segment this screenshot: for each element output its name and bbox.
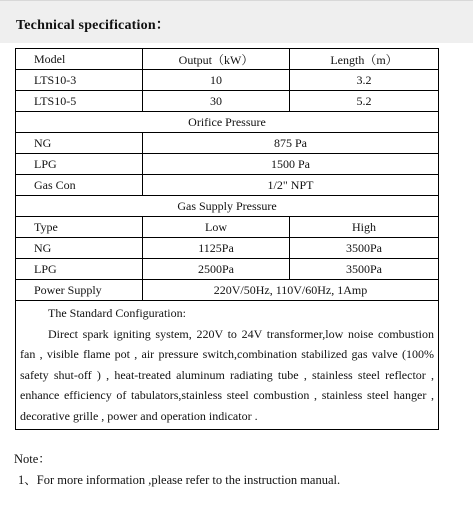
table-row (16, 175, 439, 196)
model-cell: LTS10-5 (16, 91, 143, 112)
gas-type-cell: NG (16, 238, 143, 259)
orifice-value-cell: 875 Pa (143, 133, 439, 154)
table-row (16, 133, 439, 154)
table-row (16, 217, 439, 238)
model-cell: LTS10-3 (16, 70, 143, 91)
low-pressure-cell: 1125Pa (143, 238, 290, 259)
high-pressure-cell: 3500Pa (290, 259, 439, 280)
orifice-label-cell: NG (16, 133, 143, 154)
standard-config-row (16, 301, 439, 430)
orifice-value-cell: 1500 Pa (143, 154, 439, 175)
standard-config-cell (16, 301, 439, 430)
length-cell: 3.2 (290, 70, 439, 91)
header-cell-output: Output（kW） (143, 49, 290, 70)
header-cell-type: Type (16, 217, 143, 238)
power-supply-value: 220V/50Hz, 110V/60Hz, 1Amp (143, 280, 439, 301)
spec-table (15, 48, 439, 430)
standard-config-body: Direct spark igniting system, 220V to 24V transformer,low noise combustion fan , visible flame pot , air pressure switch,combination stabilized gas valve (100% safety shut-off ) , heat-treated aluminum radiating tube , stainless steel reflector , enhance efficiency of tabulators,stainless steel combustion , stainless steel hanger , decorative grille , power and operation indicator . (20, 326, 434, 423)
title-bar (0, 0, 473, 43)
note-label: Note： (14, 452, 51, 466)
standard-config-title: The Standard Configuration: (48, 306, 186, 320)
table-row (16, 70, 439, 91)
output-cell: 30 (143, 91, 290, 112)
orifice-label-cell: Gas Con (16, 175, 143, 196)
table-row (16, 154, 439, 175)
table-row (16, 49, 439, 70)
power-supply-label: Power Supply (16, 280, 143, 301)
table-row (16, 280, 439, 301)
high-pressure-cell: 3500Pa (290, 238, 439, 259)
table-row (16, 259, 439, 280)
section-header-row (16, 196, 439, 217)
length-cell: 5.2 (290, 91, 439, 112)
output-cell: 10 (143, 70, 290, 91)
low-pressure-cell: 2500Pa (143, 259, 290, 280)
page-title: Technical specification： (16, 18, 171, 33)
orifice-label-cell: LPG (16, 154, 143, 175)
header-cell-model: Model (16, 49, 143, 70)
orifice-value-cell: 1/2" NPT (143, 175, 439, 196)
note-item: 1、For more information ,please refer to the instruction manual. (18, 473, 341, 487)
table-row (16, 91, 439, 112)
table-row (16, 238, 439, 259)
orifice-pressure-heading: Orifice Pressure (16, 112, 439, 133)
header-cell-high: High (290, 217, 439, 238)
gas-type-cell: LPG (16, 259, 143, 280)
gas-supply-heading: Gas Supply Pressure (16, 196, 439, 217)
header-cell-low: Low (143, 217, 290, 238)
section-header-row (16, 112, 439, 133)
header-cell-length: Length（m） (290, 49, 439, 70)
